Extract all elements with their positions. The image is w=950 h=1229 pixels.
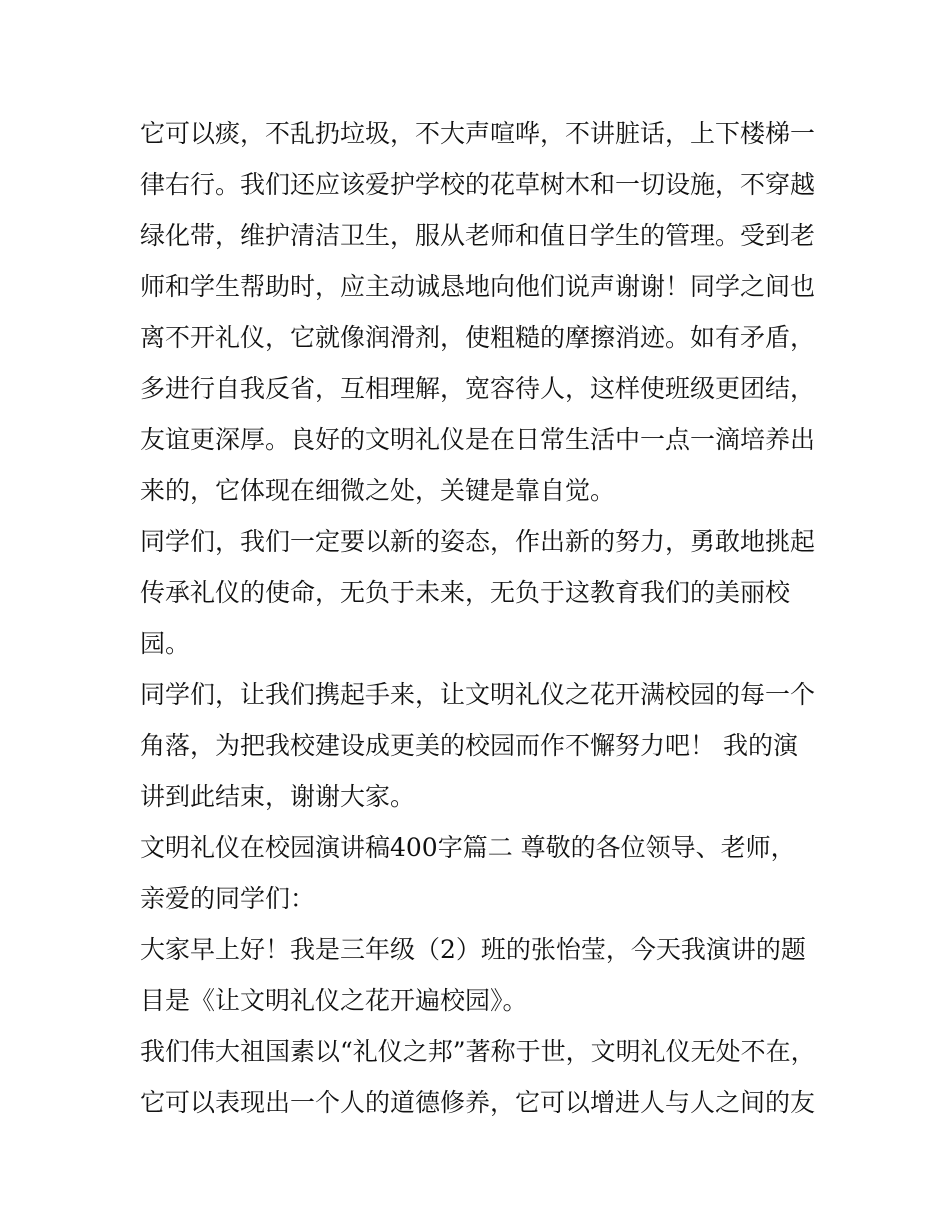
paragraph-2: 同学们，我们一定要以新的姿态，作出新的努力，勇敢地挑起传承礼仪的使命，无负于未来，无负于这教育我们的美丽校园。 [140,527,816,658]
paragraph-6: 我们伟大祖国素以“礼仪之邦”著称于世，文明礼仪无处不在，它可以表现出一个人的道德修养，它可以增进人与人之间的友 [140,1037,816,1117]
paragraph-1: 它可以痰，不乱扔垃圾，不大声喧哗，不讲脏话，上下楼梯一律右行。我们还应该爱护学校的花草树木和一切设施，不穿越绿化带，维护清洁卫生，服从老师和值日学生的管理。受到老师和学生帮助时，应主动诚恳地向他们说声谢谢！同学之间也离不开礼仪，它就像润滑剂，使粗糙的摩擦消迹。如有矛盾，多进行自我反省，互相理解，宽容待人，这样使班级更团结，友谊更深厚。良好的文明礼仪是在日常生活中一点一滴培养出来的，它体现在细微之处，关键是靠自觉。 [140,119,816,505]
paragraph-5: 大家早上好！我是三年级（2）班的张怡莹，今天我演讲的题目是《让文明礼仪之花开遍校园》。 [140,935,806,1015]
paragraph-3: 同学们，让我们携起手来，让文明礼仪之花开满校园的每一个角落，为把我校建设成更美的校园而作不懈努力吧！ 我的演讲到此结束，谢谢大家。 [140,680,816,811]
document-body [140,108,820,1128]
paragraph-4-heading: 文明礼仪在校园演讲稿400字篇二 尊敬的各位领导、老师，亲爱的同学们： [140,833,796,913]
